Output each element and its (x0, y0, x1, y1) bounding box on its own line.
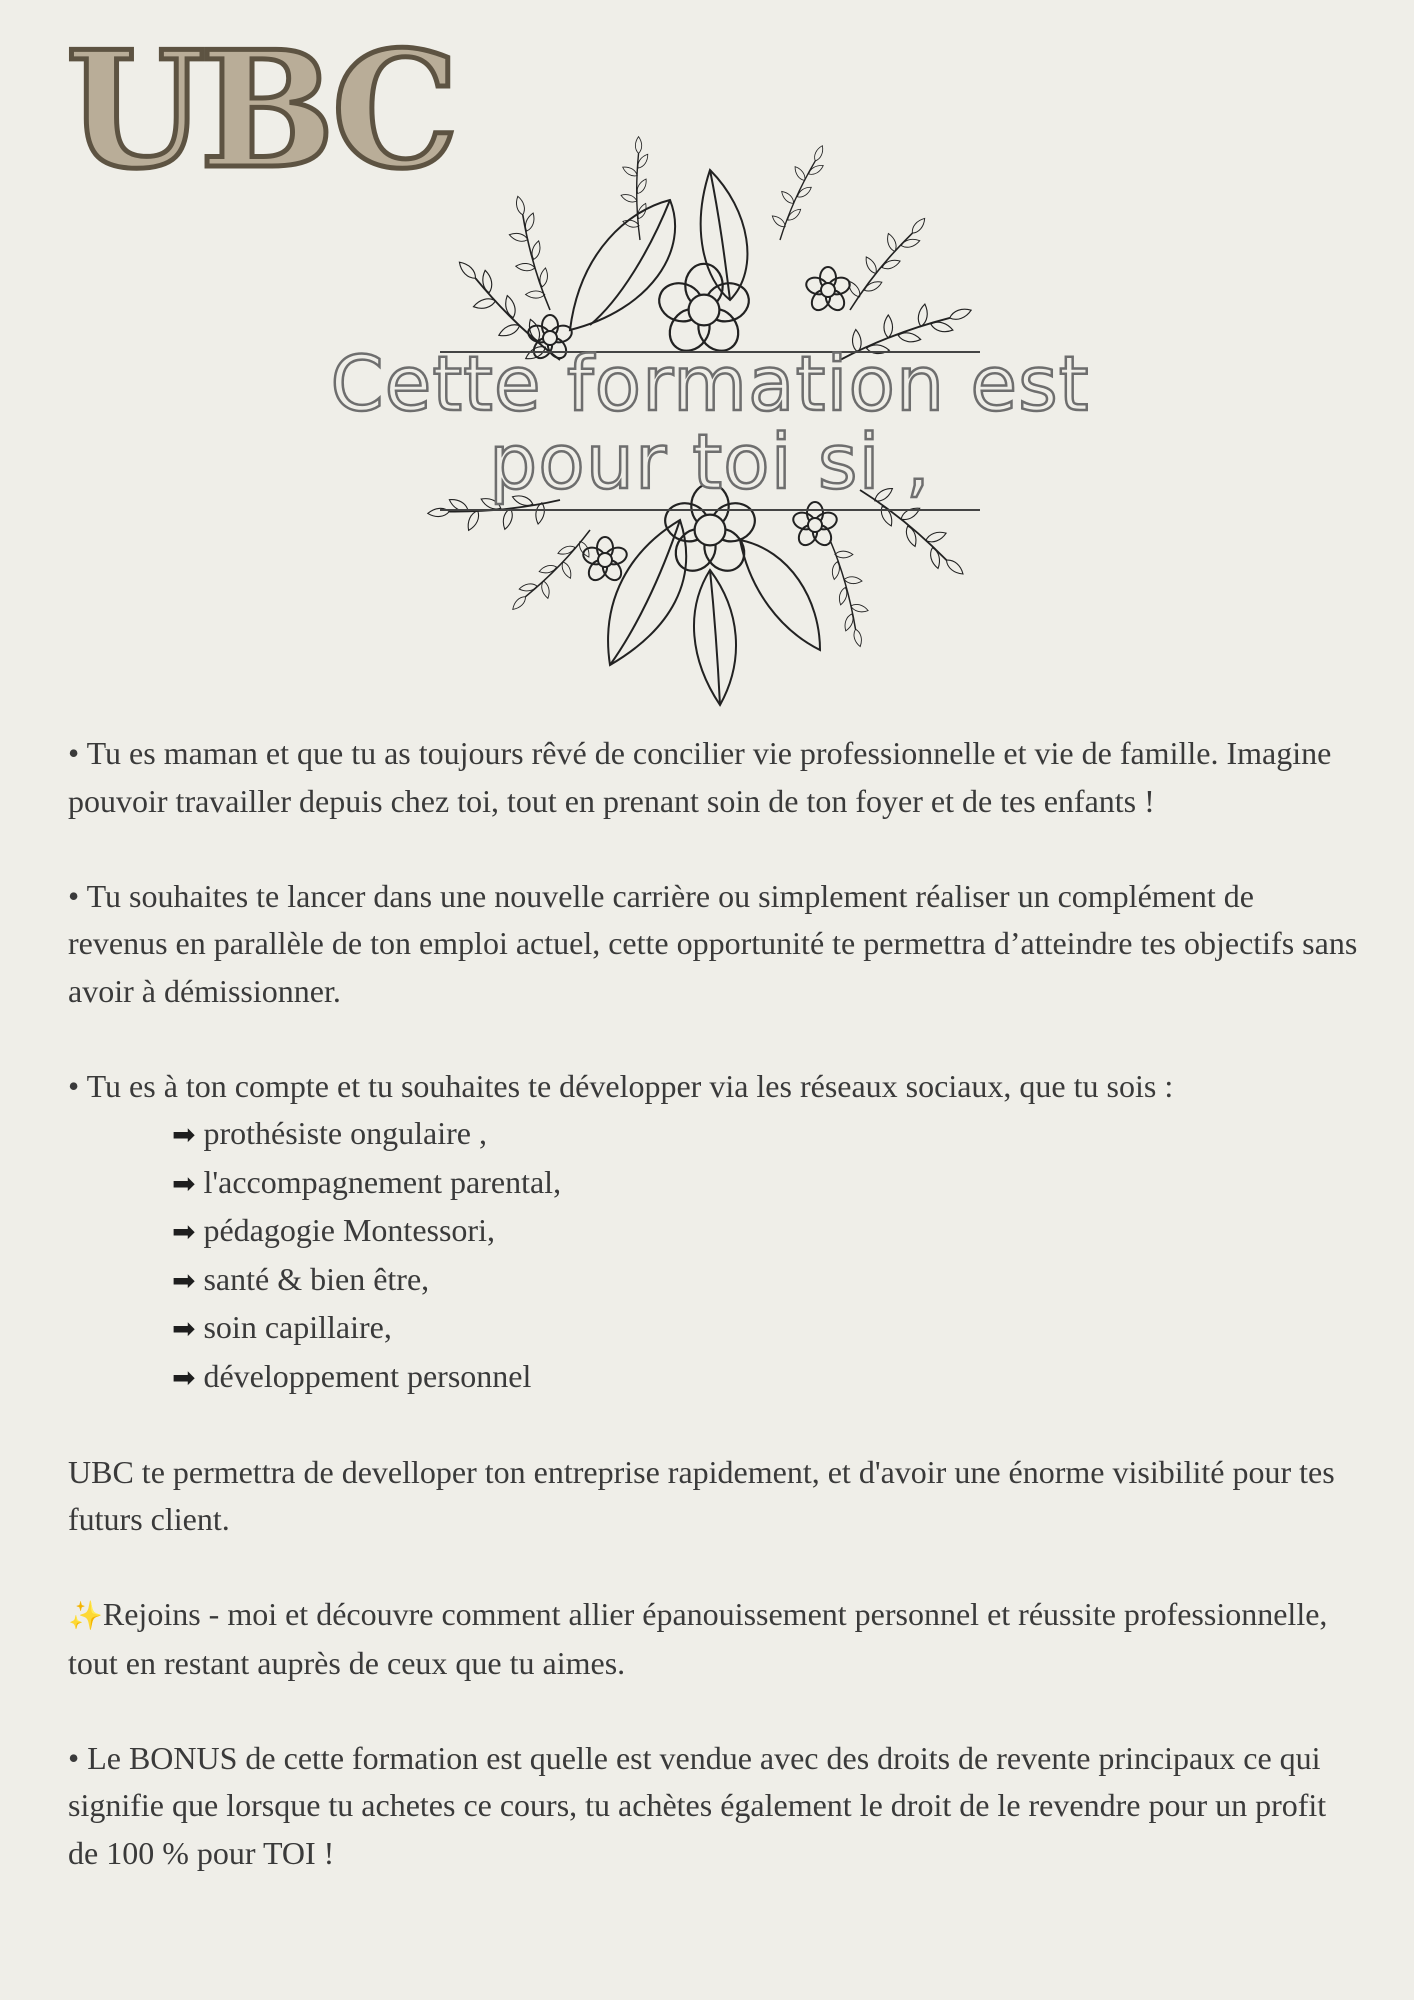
sparkles-icon: ✨ (68, 1599, 103, 1632)
list-item: ➡ l'accompagnement parental, (172, 1163, 562, 1200)
headline-line-2: pour toi si , (489, 417, 931, 506)
arrow-right-icon: ➡ (172, 1215, 196, 1248)
arrow-right-icon: ➡ (172, 1263, 196, 1297)
paragraph-maman: • Tu es maman et que tu as toujours rêvé de concilier vie professionnelle et vie de famille. Imagine pouvoir travailler depuis chez toi, tout en prenant soin de ton foyer et de tes enfants ! (68, 735, 1332, 819)
headline-line-1: Cette formation est (330, 339, 1090, 428)
list-item: ➡ santé & bien être, (172, 1260, 430, 1297)
arrow-right-icon: ➡ (172, 1312, 196, 1345)
paragraph-rejoins: ✨Rejoins - moi et découvre comment allier épanouissement personnel et réussite professionnelle, tout en restant auprès de ceux que tu aimes. (68, 1596, 1328, 1681)
ubc-logo: UBC (66, 16, 454, 204)
list-item: ➡ prothésiste ongulaire , (172, 1115, 487, 1151)
list-item: ➡ pédagogie Montessori, (172, 1212, 495, 1248)
list-item: ➡ développement personnel (172, 1357, 532, 1394)
arrow-right-icon: ➡ (172, 1118, 196, 1151)
paragraph-a-ton-compte: • Tu es à ton compte et tu souhaites te développer via les réseaux sociaux, que tu sois : (68, 1067, 1174, 1104)
list-item: ➡ soin capillaire, (172, 1309, 392, 1345)
paragraph-ubc: UBC te permettra de develloper ton entreprise rapidement, et d'avoir une énorme visibilité pour tes futurs client. (68, 1453, 1335, 1537)
arrow-right-icon: ➡ (172, 1166, 196, 1200)
paragraph-carriere: • Tu souhaites te lancer dans une nouvelle carrière ou simplement réaliser un complément de revenus en parallèle de ton emploi actuel, cette opportunité te permettra d’atteindre tes objectifs sans avoir à démissionner. (68, 877, 1358, 1009)
body-content (68, 730, 1358, 1877)
profession-list (68, 1110, 1358, 1401)
headline (250, 339, 1170, 506)
paragraph-bonus: • Le BONUS de cette formation est quelle est vendue avec des droits de revente principaux ce qui signifie que lorsque tu achetes ce cours, tu achètes également le droit de le revendre pour un profit de 100 % pour TOI ! (68, 1739, 1327, 1871)
arrow-right-icon: ➡ (172, 1360, 196, 1394)
